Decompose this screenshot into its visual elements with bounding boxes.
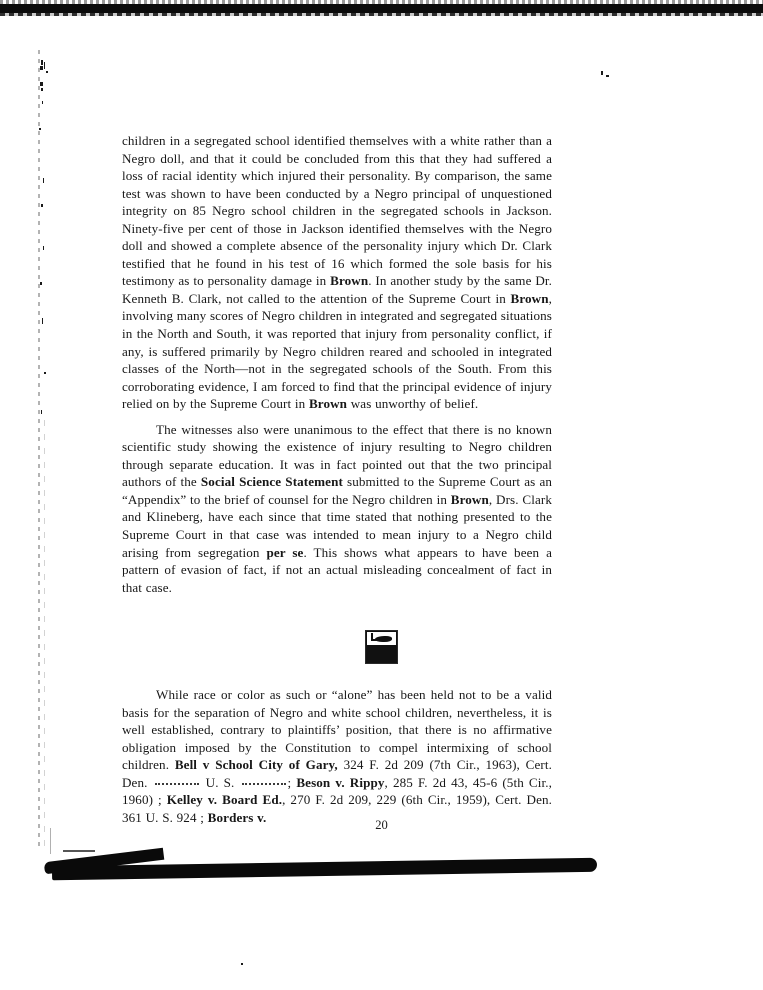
scan-speck xyxy=(42,101,43,104)
body-text-run: , Drs. Clark and Klineberg, have each since that time stated that nothing presented to the Supreme Court in that case was intended to mean injury to a Negro child arising from segregation xyxy=(122,491,552,560)
body-text-run: The witnesses also were unanimous to the effect that there is no known scientific study showing the existence of injury resulting to Negro children through separate education. It was in fact pointed out that the two principal authors of the xyxy=(122,421,552,490)
scan-speck xyxy=(606,75,609,77)
scan-speck xyxy=(41,204,43,207)
case-name-emphasis: Social Science Statement xyxy=(200,474,343,490)
scan-speck xyxy=(44,62,45,69)
scan-speck xyxy=(40,66,43,70)
case-name-emphasis: Borders v. xyxy=(207,809,267,825)
body-text-run: ; xyxy=(287,774,297,790)
body-text-run: , 285 F. 2d 43, 45-6 (5th Cir., 1960) ; xyxy=(122,774,552,808)
para-clark-doll-study xyxy=(122,132,552,413)
page-text-column xyxy=(122,132,552,596)
ornament-tail xyxy=(371,639,379,641)
body-text-run: . In another study by the same Dr. Kenneth B. Clark, not called to the attention of the Supreme Court in xyxy=(122,273,553,306)
scan-corner-line-artifact xyxy=(50,828,51,854)
para-witnesses-unanimous xyxy=(122,421,552,596)
scan-speck xyxy=(41,60,43,65)
scan-bottom-tick-artifact xyxy=(63,850,95,852)
body-text-run: submitted to the Supreme Court as an “Appendix” to the brief of counsel for the Negro children in xyxy=(122,474,553,507)
case-name-emphasis: Brown xyxy=(510,290,549,306)
scan-speck xyxy=(41,88,43,91)
case-name-emphasis: Brown xyxy=(450,491,489,507)
page-text-column-lower xyxy=(122,686,552,826)
scan-speck xyxy=(42,318,43,324)
scan-speck xyxy=(241,963,243,965)
citation-blank xyxy=(242,783,286,785)
scan-speck xyxy=(43,178,44,183)
scan-speck xyxy=(46,71,48,73)
scan-left-margin-artifact xyxy=(38,50,40,850)
scan-top-shadow-bar xyxy=(0,4,763,13)
paragraph-group-upper xyxy=(122,132,552,596)
section-divider xyxy=(0,630,763,669)
printers-ornament-icon xyxy=(365,630,398,664)
case-name-emphasis: Beson v. Rippy xyxy=(296,774,385,790)
case-name-emphasis: per se xyxy=(266,544,304,560)
scan-speck xyxy=(44,372,46,374)
body-text-run: U. S. xyxy=(200,774,240,790)
ornament-stem xyxy=(371,633,373,639)
body-text-run: 324 F. 2d 209 (7th Cir., 1963), Cert. Den. xyxy=(122,757,552,790)
page-number: 20 xyxy=(375,818,388,832)
scan-speck xyxy=(39,128,41,130)
body-text-run: children in a segregated school identified themselves with a white rather than a Negro doll, and that it could be concluded from this that they had suffered a loss of racial identity which injured their personality. By comparison, the same test was shown to have been conducted by a Negro principal of unquestioned integrity on 85 Negro school children in the segregated schools in Jackson. Ninety-five per cent of those in Jackson identified themselves with the Negro doll and showed a complete absence of the personality injury which Dr. Clark testified that he found in his test of 16 which formed the sole basis for his testimony as to personality damage in xyxy=(122,133,552,289)
body-text-run: was unworthy of belief. xyxy=(347,396,479,412)
body-text-run: , 270 F. 2d 209, 229 (6th Cir., 1959), Cert. Den. 361 U. S. 924 ; xyxy=(122,792,552,825)
citation-blank xyxy=(155,783,199,785)
case-name-emphasis: Brown xyxy=(308,396,348,412)
para-race-or-color-citations xyxy=(122,686,552,826)
scan-speck xyxy=(40,82,43,86)
scan-speck xyxy=(41,410,42,414)
body-text-run: , involving many scores of Negro children in integrated and segregated situations in the North and South, it was reported that injury from personality conflict, if any, is suffered primarily by Negro children reared and schooled in integrated classes of the North—not in the segregated schools of the South. From this corroborating evidence, I am forced to find that the principal evidence of injury relied on by the Supreme Court in xyxy=(122,290,552,412)
scan-speck xyxy=(43,246,44,250)
body-text-run: . This shows what appears to have been a pattern of evasion of fact, if not an actual misleading concealment of fact in that case. xyxy=(122,544,553,595)
case-name-emphasis: Bell v School City of Gary, xyxy=(174,757,338,773)
scan-speck xyxy=(40,282,42,285)
scan-speck xyxy=(601,71,603,75)
case-name-emphasis: Kelley v. Board Ed. xyxy=(166,792,283,808)
body-text-run: While race or color as such or “alone” has been held not to be a valid basis for the separation of Negro and white school children, nevertheless, it is well established, contrary to plaintiffs’ position, that there is no affirmative obligation imposed by the Constitution to compel intermixing of school children. xyxy=(122,687,552,773)
case-name-emphasis: Brown xyxy=(330,273,369,289)
paragraph-group-lower xyxy=(122,686,552,826)
